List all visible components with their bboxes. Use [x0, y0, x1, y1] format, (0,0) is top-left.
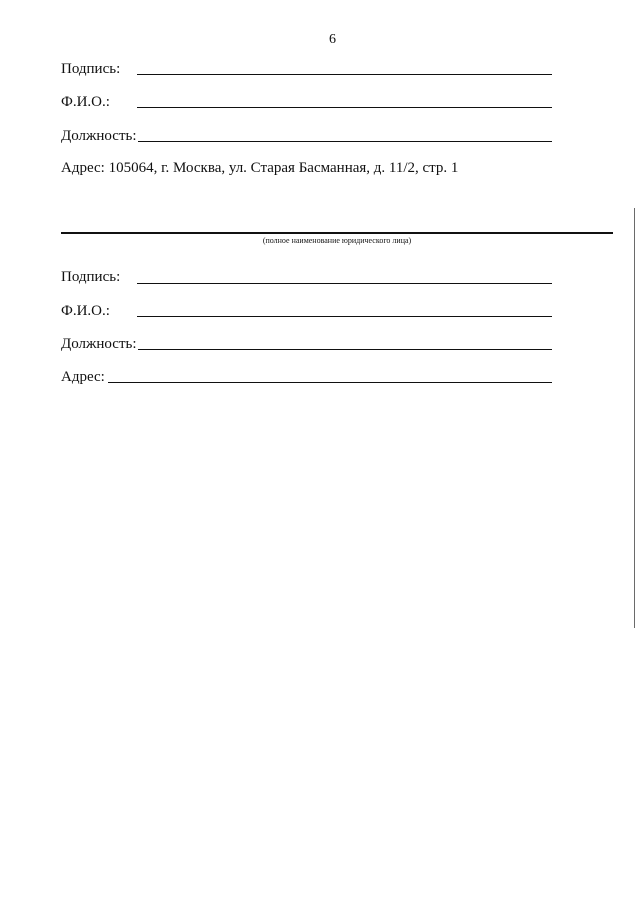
company-name-line[interactable]	[61, 232, 613, 234]
position-label-2: Должность:	[61, 336, 137, 352]
signature-line-2[interactable]	[137, 283, 552, 284]
position-label-1: Должность:	[61, 128, 137, 144]
signature-label-1: Подпись:	[61, 61, 121, 77]
name-field-2	[0, 302, 640, 322]
signature-label-2: Подпись:	[61, 269, 121, 285]
position-field-1	[0, 127, 640, 147]
address-line-2[interactable]	[108, 382, 552, 383]
page-number: 6	[329, 32, 336, 47]
name-line-2[interactable]	[137, 316, 552, 317]
position-field-2	[0, 335, 640, 355]
company-name-caption: (полное наименование юридического лица)	[262, 236, 412, 245]
address-label-2: Адрес:	[61, 369, 105, 385]
signature-line-1[interactable]	[137, 74, 552, 75]
name-label-1: Ф.И.О.:	[61, 94, 110, 110]
address-text-1: Адрес: 105064, г. Москва, ул. Старая Басманная, д. 11/2, стр. 1	[61, 160, 459, 176]
position-line-1[interactable]	[138, 141, 552, 142]
name-line-1[interactable]	[137, 107, 552, 108]
address-field-2	[0, 368, 640, 388]
position-line-2[interactable]	[138, 349, 552, 350]
name-label-2: Ф.И.О.:	[61, 303, 110, 319]
signature-field-1	[0, 60, 640, 80]
signature-field-2	[0, 268, 640, 288]
name-field-1	[0, 93, 640, 113]
